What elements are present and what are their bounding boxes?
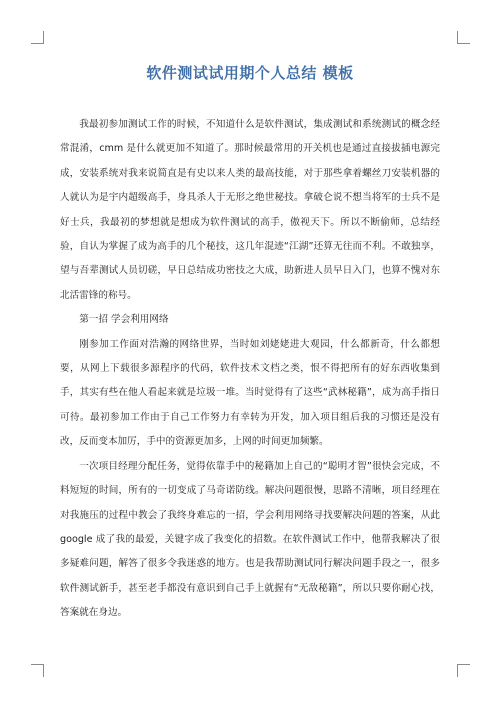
intro-paragraph: 我最初参加测试工作的时候，不知道什么是软件测试，集成测试和系统测试的概念经常混淆，cmm 是什么就更加不知道了。那时候最常用的开关机也是通过直接拔插电源完成，安装系统对我来说简直是有史以来人类的最高技能，对于那些拿着螺丝刀安装机器的人就认为是宇内超级高手，身具杀人于无形之绝世秘技。拿破仑说不想当将军的士兵不是好士兵，我最初的梦想就是想成为软件测试的高手，傲视天下。所以不断偷师，总结经验，自认为掌握了成为高手的几个秘技，这几年混迹“江湖”还算无往而不利。不敢独享，望与吾辈测试人员切磋，早日总结成功密技之大成，助新进人员早日入门，也算不愧对东北活雷锋的称号。 xyxy=(60,119,440,301)
crop-mark-bottom-left xyxy=(31,664,44,677)
crop-mark-top-left xyxy=(31,31,44,44)
section-heading: 第一招 学会利用网络 xyxy=(79,314,169,326)
document-title: 软件测试试用期个人总结 模板 xyxy=(146,64,354,82)
body-paragraph: 一次项目经理分配任务，觉得依靠手中的秘籍加上自己的“聪明才智”很快会完成，不料短短的时间，所有的一切变成了马奇诺防线。解决问题很慢，思路不清晰，项目经理在对我施压的过程中教会了我终身难忘的一招，学会利用网络寻找要解决问题的答案，从此 google 成了我的最爱，关键字成了我变化的招数。在软件测试工作中，他帮我解决了很多疑难问题，解答了很多令我迷惑的地方。也是我帮助测试同行解决问题手段之一，很多软件测试新手，甚至老手都没有意识到自己手上就握有“无敌秘籍”，所以只要你耐心找，答案就在身边。 xyxy=(60,460,440,619)
body-paragraph: 刚参加工作面对浩瀚的网络世界，当时如刘姥姥进大观园，什么都新奇，什么都想要，从网上下载很多源程序的代码，软件技术文档之类，恨不得把所有的好东西收集到手，其实有些在他人看起来就是垃圾一堆。当时觉得有了这些“武林秘籍”，成为高手指日可待。最初参加工作由于自己工作努力有幸转为开发，加入项目组后我的习惯还是没有改，反而变本加厉，手中的资源更加多，上网的时间更加频繁。 xyxy=(60,338,440,448)
crop-mark-bottom-right xyxy=(457,664,470,677)
document-page xyxy=(60,62,440,626)
crop-mark-top-right xyxy=(457,31,470,44)
